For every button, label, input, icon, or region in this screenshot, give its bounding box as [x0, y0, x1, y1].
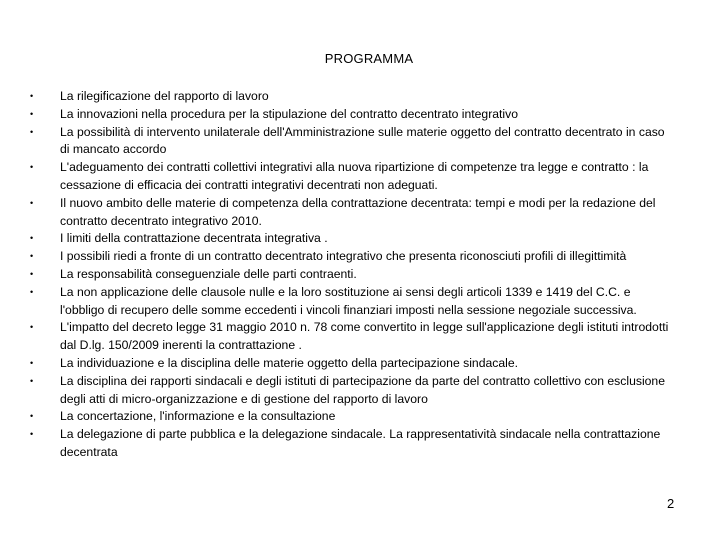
bullet-icon: • [30, 108, 34, 119]
list-item [30, 106, 670, 124]
bullet-icon: • [30, 251, 34, 262]
bullet-icon: • [30, 197, 34, 208]
list-item [30, 284, 670, 320]
bullet-icon: • [30, 162, 34, 173]
program-list [30, 88, 670, 462]
list-item-text: La non applicazione delle clausole nulle e la loro sostituzione ai sensi degli articoli 1339 e 1419 del C.C. e l'obbligo di recupero delle somme eccedenti i vincoli finanziari imposti nella sessione negoziale successiva. [60, 284, 637, 317]
bullet-icon: • [30, 126, 34, 137]
bullet-icon: • [30, 322, 34, 333]
list-item-text: I possibili riedi a fronte di un contratto decentrato integrativo che presenta riconosciuti profili di illegittimità [60, 249, 627, 264]
list-item [30, 266, 670, 284]
list-item-text: La possibilità di intervento unilaterale dell'Amministrazione sulle materie oggetto del contratto decentrato in caso di mancato accordo [60, 124, 665, 157]
bullet-icon: • [30, 411, 34, 422]
bullet-icon: • [30, 375, 34, 386]
list-item [30, 319, 670, 355]
bullet-icon: • [30, 91, 34, 101]
list-item [30, 355, 670, 373]
list-item-text: I limiti della contrattazione decentrata integrativa . [60, 231, 328, 246]
bullet-icon: • [30, 429, 34, 440]
list-item-text: La innovazioni nella procedura per la stipulazione del contratto decentrato integrativo [60, 106, 519, 121]
list-item-text: L'adeguamento dei contratti collettivi integrativi alla nuova ripartizione di competenze tra legge e contratto : la cessazione di efficacia dei contratti integrativi decentrati non adeguati. [60, 160, 649, 192]
bullet-icon: • [30, 233, 34, 244]
list-item-text: L'impatto del decreto legge 31 maggio 2010 n. 78 come convertito in legge sull'applicazione degli istituti introdotti dal D.lg. 150/2009 inerenti la contrattazione . [60, 320, 669, 353]
page-number: 2 [667, 496, 675, 511]
list-item [30, 159, 670, 195]
list-item-text: La concertazione, l'informazione e la consultazione [60, 409, 336, 424]
bullet-icon: • [30, 268, 34, 279]
list-item-text: La disciplina dei rapporti sindacali e degli istituti di partecipazione da parte del contratto collettivo con esclusione degli atti di micro-organizzazione e di gestione del rapporto di lavoro [60, 373, 665, 406]
page-title: PROGRAMMA [324, 51, 414, 66]
list-item [30, 408, 670, 426]
list-item-text: La individuazione e la disciplina delle materie oggetto della partecipazione sindacale. [60, 355, 519, 370]
list-item [30, 88, 670, 106]
list-item [30, 248, 670, 266]
list-item [30, 373, 670, 409]
list-item-text: La responsabilità conseguenziale delle parti contraenti. [60, 266, 357, 281]
list-item-text: La delegazione di parte pubblica e la delegazione sindacale. La rappresentatività sindacale nella contrattazione decentrata [60, 427, 661, 459]
bullet-icon: • [30, 286, 34, 297]
list-item-text: Il nuovo ambito delle materie di competenza della contrattazione decentrata: tempi e modi per la redazione del contratto decentrato integrativo 2010. [60, 195, 656, 228]
list-item [30, 230, 670, 248]
list-item [30, 426, 670, 462]
list-item [30, 124, 670, 160]
bullet-icon: • [30, 357, 34, 368]
list-item [30, 195, 670, 231]
list-item-text: La rilegificazione del rapporto di lavoro [60, 89, 269, 103]
